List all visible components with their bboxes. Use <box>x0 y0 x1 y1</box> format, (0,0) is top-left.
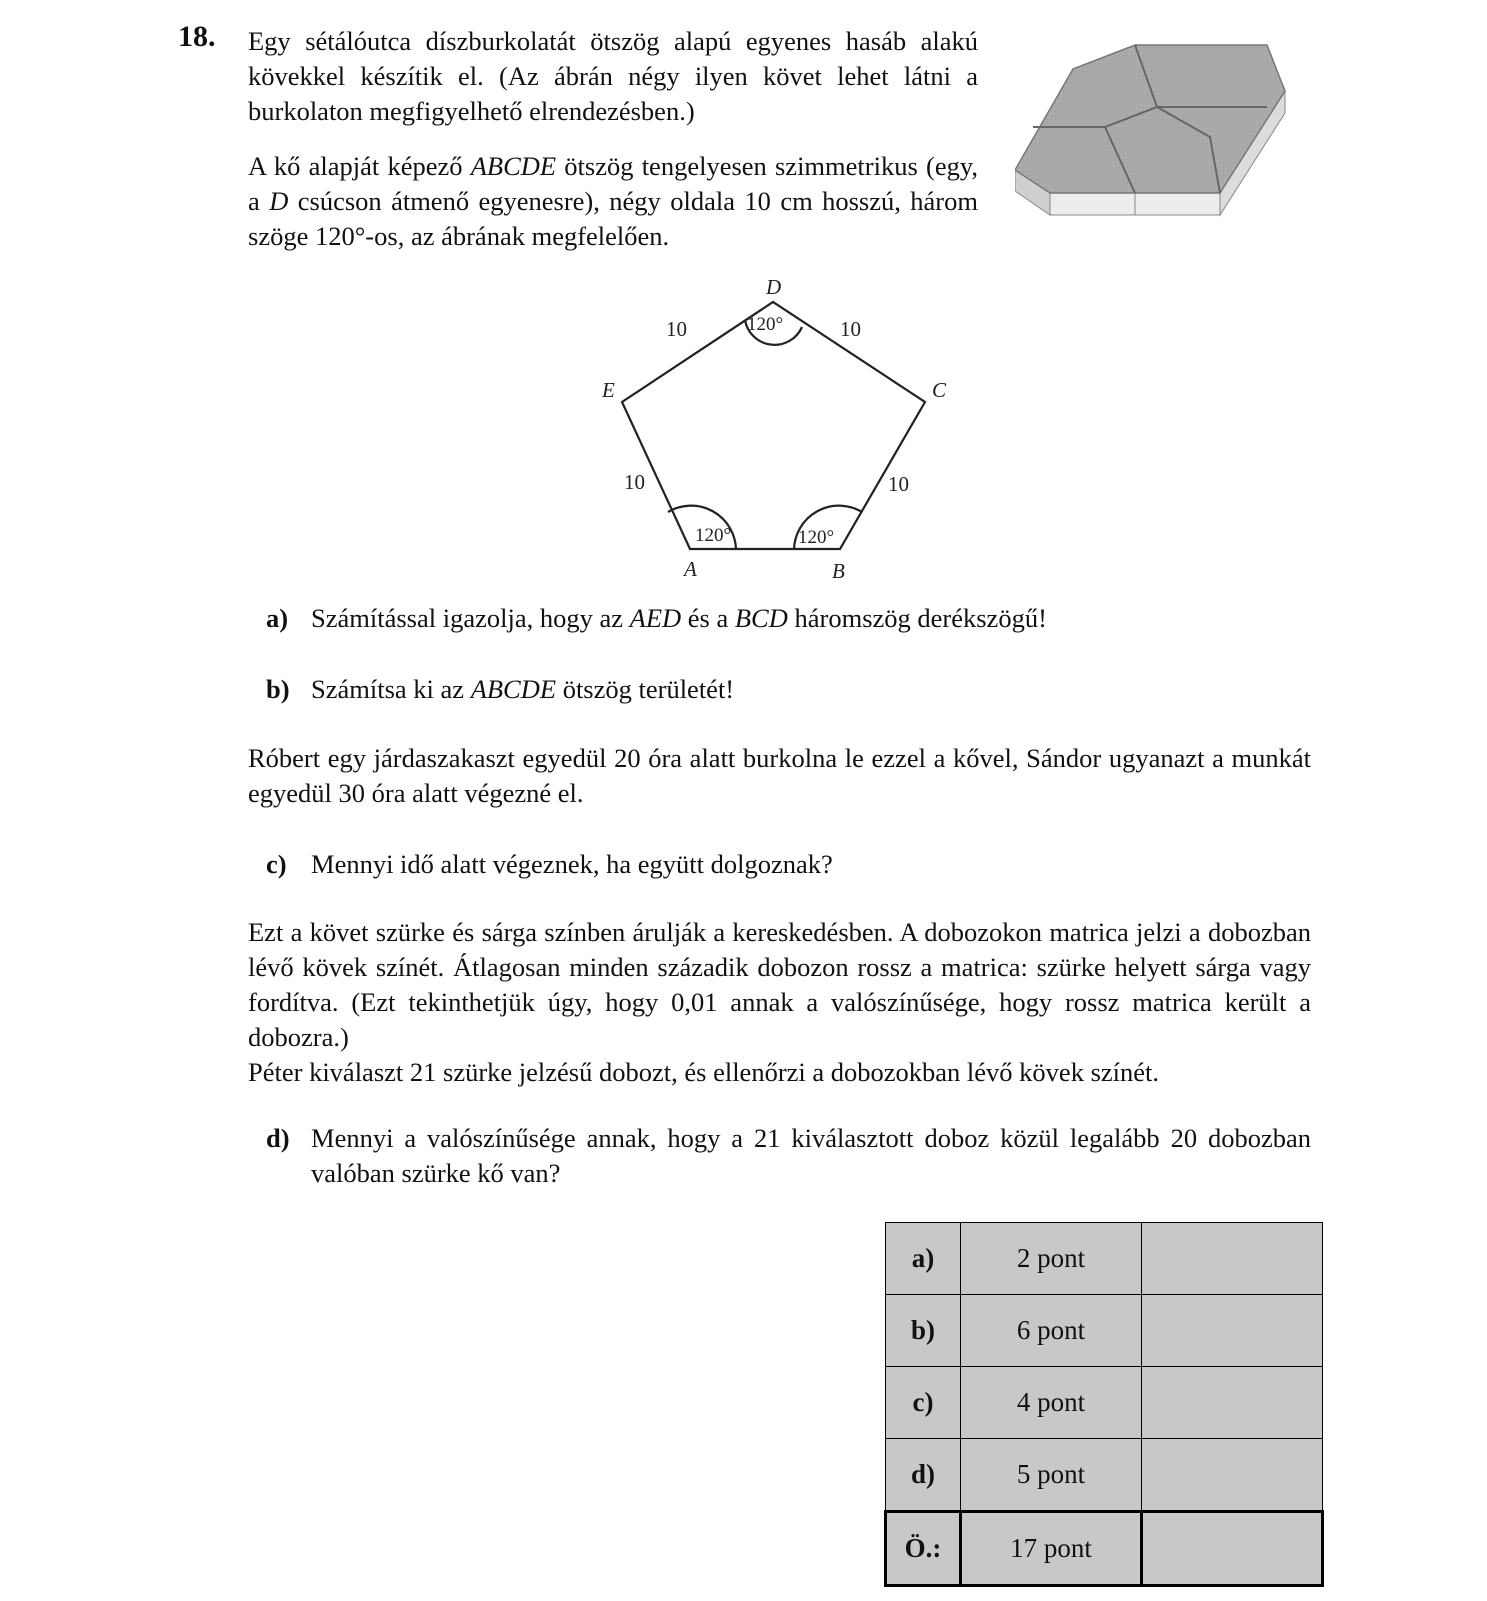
score-row <box>886 1367 1323 1439</box>
score-part: d) <box>886 1439 961 1512</box>
score-total-points: 17 pont <box>961 1512 1142 1586</box>
question-a: a) Számítással igazolja, hogy az AED és a BCD háromszög derékszögű! <box>266 603 1047 633</box>
score-table <box>884 1222 1324 1587</box>
score-part: c) <box>886 1367 961 1439</box>
paragraph-stone-colors: Ezt a követ szürke és sárga színben árulják a kereskedésben. A dobozokon matrica jelzi a dobozban lévő kövek színét. Átlagosan minden századik dobozon rossz a matrica: szürke helyett sárga vagy fordítva. (Ezt tekinthetjük úgy, hogy 0,01 annak a valószínűsége, hogy rossz matrica került a dobozra.) <box>248 917 1311 1052</box>
angle-label-b: 120° <box>798 527 835 548</box>
score-row <box>886 1295 1323 1367</box>
angle-label-a: 120° <box>695 525 732 546</box>
score-part: a) <box>886 1223 961 1295</box>
side-label-ea: 10 <box>624 470 645 494</box>
angle-label-d: 120° <box>747 314 784 335</box>
vertex-label-b: B <box>832 559 845 583</box>
side-label-bc: 10 <box>888 472 909 496</box>
vertex-label-c: C <box>932 378 947 402</box>
score-points: 5 pont <box>961 1439 1142 1512</box>
vertex-label-d: D <box>766 275 782 299</box>
question-d: d) Mennyi a valószínűsége annak, hogy a 21 kiválasztott doboz közül legalább 20 dobozban valóban szürke kő van? <box>266 1123 1311 1188</box>
pentagon-abcde-figure <box>580 275 980 595</box>
side-label-dc: 10 <box>840 317 861 341</box>
score-entry-cell[interactable] <box>1142 1439 1323 1512</box>
score-total-entry-cell[interactable] <box>1142 1512 1323 1586</box>
paving-stones-illustration <box>1015 35 1305 225</box>
paragraph-peter: Péter kiválaszt 21 szürke jelzésű dobozt, és ellenőrzi a dobozokban lévő kövek színét. <box>248 1057 1160 1087</box>
score-row <box>886 1439 1323 1512</box>
score-entry-cell[interactable] <box>1142 1367 1323 1439</box>
problem-intro: Egy sétálóutca díszburkolatát ötszög alapú egyenes hasáb alakú kövekkel készítik el. (Az ábrán négy ilyen követ lehet látni a burkolaton megfigyelhető elrendezésben.) <box>248 26 978 126</box>
question-b: b) Számítsa ki az ABCDE ötszög területét! <box>266 674 735 704</box>
problem-description: A kő alapját képező ABCDE ötszög tengelyesen szimmetrikus (egy, a D csúcson átmenő egyenesre), négy oldala 10 cm hosszú, három szöge 120°-os, az ábrának megfelelően. <box>248 151 978 251</box>
problem-number: 18. <box>178 20 216 53</box>
side-label-de: 10 <box>666 317 687 341</box>
score-row <box>886 1223 1323 1295</box>
score-points: 6 pont <box>961 1295 1142 1367</box>
score-part: b) <box>886 1295 961 1367</box>
score-total-row <box>886 1512 1323 1586</box>
score-total-label: Ö.: <box>886 1512 961 1586</box>
score-entry-cell[interactable] <box>1142 1295 1323 1367</box>
paragraph-robert-sandor: Róbert egy járdaszakaszt egyedül 20 óra alatt burkolna le ezzel a kővel, Sándor ugyanazt a munkát egyedül 30 óra alatt végezné el. <box>248 743 1311 808</box>
score-points: 4 pont <box>961 1367 1142 1439</box>
score-points: 2 pont <box>961 1223 1142 1295</box>
question-c: c) Mennyi idő alatt végeznek, ha együtt dolgoznak? <box>266 849 833 879</box>
score-entry-cell[interactable] <box>1142 1223 1323 1295</box>
vertex-label-e: E <box>602 378 615 402</box>
vertex-label-a: A <box>684 557 697 581</box>
